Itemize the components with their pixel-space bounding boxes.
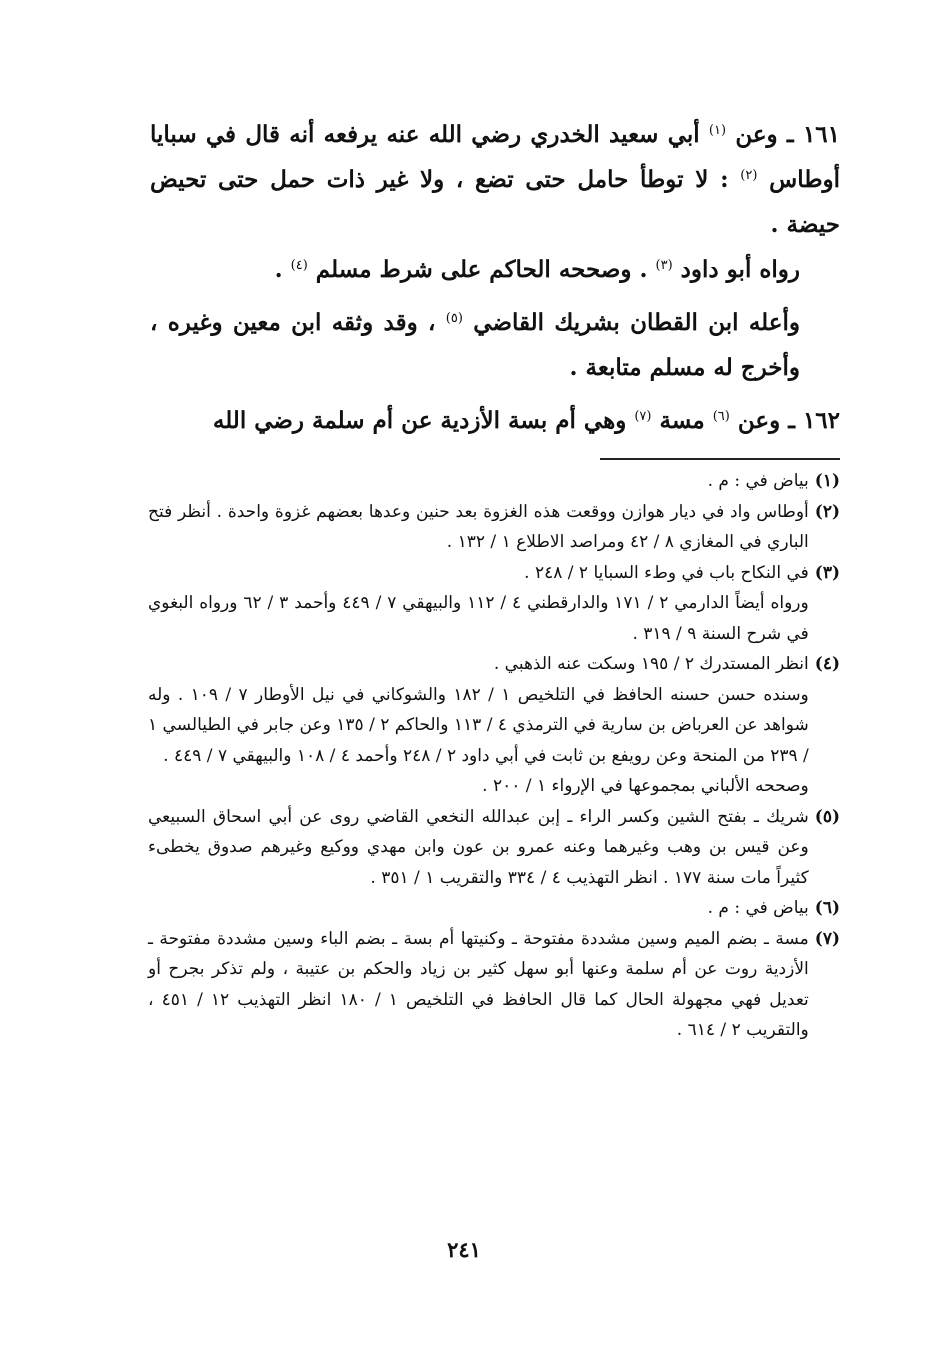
main-text xyxy=(150,112,840,443)
footnote-paragraph: بياض في : م . xyxy=(707,898,809,918)
footnotes xyxy=(148,466,840,1046)
page-number: ٢٤١ xyxy=(447,1237,481,1262)
hadith-162-text-a: مسة xyxy=(659,407,705,434)
footnote-number: (٥) xyxy=(814,806,840,827)
hadith-161-text-a: أبي سعيد الخدري رضي الله عنه يرفعه أنه قال في سبايا أوطاس xyxy=(150,121,841,193)
footnote xyxy=(148,893,840,924)
hadith-161-text-b: : لا توطأ حامل حتى تضع ، ولا غير ذات حمل حتى تحيض حيضة . xyxy=(150,166,840,238)
footnote-body xyxy=(148,649,809,802)
footnote-marker-1[interactable]: (١) xyxy=(708,123,727,138)
footnote xyxy=(148,924,840,1046)
footnote-number: (٣) xyxy=(814,562,840,583)
footnote-marker-6[interactable]: (٦) xyxy=(712,409,730,424)
footnote-marker-7[interactable]: (٧) xyxy=(634,409,652,424)
narration-text-c: . xyxy=(274,256,283,283)
footnote-number: (٤) xyxy=(814,654,840,674)
footnote-number: (٢) xyxy=(814,501,840,522)
footnote-paragraph: انظر المستدرك ٢ / ١٩٥ وسكت عنه الذهبي . xyxy=(493,654,809,674)
footnote-number: (١) xyxy=(814,471,840,491)
hadith-161-prefix: ١٦١ ـ وعن xyxy=(735,121,840,148)
hadith-162-prefix: ١٦٢ ـ وعن xyxy=(737,407,840,434)
footnote-marker-3[interactable]: (٣) xyxy=(655,258,673,273)
hadith-162-text-b: وهي أم بسة الأزدية عن أم سلمة رضي الله xyxy=(212,407,627,434)
narration-line xyxy=(150,247,840,292)
footnote-marker-4[interactable]: (٤) xyxy=(290,258,308,273)
hadith-161 xyxy=(150,112,840,247)
criticism-paragraph xyxy=(150,300,840,390)
footnote-body xyxy=(148,466,809,497)
footnote xyxy=(148,466,840,497)
footnote xyxy=(148,558,840,650)
narration-text-b: . وصححه الحاكم على شرط مسلم xyxy=(315,256,648,283)
footnote-body xyxy=(148,893,809,924)
criticism-text-b: ، وقد وثقه ابن معين وغيره ، وأخرج له مسلم متابعة . xyxy=(150,309,800,381)
footnote xyxy=(148,497,840,558)
footnote xyxy=(148,649,840,802)
footnote-paragraph: في النكاح باب في وطء السبايا ٢ / ٢٤٨ . xyxy=(524,562,809,583)
footnote-number: (٦) xyxy=(814,898,840,918)
footnote-paragraph: بياض في : م . xyxy=(707,471,809,491)
criticism-text-a: وأعله ابن القطان بشريك القاضي xyxy=(473,309,800,336)
footnote-body xyxy=(148,497,809,558)
footnote-paragraph: شريك ـ بفتح الشين وكسر الراء ـ إبن عبدالله النخعي القاضي روى عن أبي اسحاق السبيعي وعن قيس بن وهب وغيرهما وعنه عمرو بن عون وابن مهدي ووكيع وغيرهم صدوق يخطىء كثيراً مات سنة ١٧٧ . انظر التهذيب ٤ / ٣٣٤ والتقريب ١ / ٣٥١ . xyxy=(148,806,809,888)
footnote-paragraph: ورواه أيضاً الدارمي ٢ / ١٧١ والدارقطني ٤ / ١١٢ والبيهقي ٧ / ٤٤٩ وأحمد ٣ / ٦٢ ورواه البغوي في شرح السنة ٩ / ٣١٩ . xyxy=(148,593,809,644)
hadith-162 xyxy=(150,398,840,443)
footnote-paragraph: وسنده حسن حسنه الحافظ في التلخيص ١ / ١٨٢ والشوكاني في نيل الأوطار ٧ / ١٠٩ . وله شواهد عن العرباض بن سارية في الترمذي ٤ / ١١٣ والحاكم ٢ / ١٣٥ وعن جابر في الطيالسي ١ / ٢٣٩ من المنحة وعن رويفع بن ثابت في أبي داود ٢ / ٢٤٨ وأحمد ٤ / ١٠٨ والبيهقي ٧ / ٤٤٩ . xyxy=(148,684,809,766)
footnote-body xyxy=(148,924,809,1046)
footnote-marker-5[interactable]: (٥) xyxy=(445,311,463,326)
footnote-body xyxy=(148,558,809,650)
footnote-paragraph: وصححه الألباني بمجموعها في الإرواء ١ / ٢٠٠ . xyxy=(482,776,809,796)
footnote-divider xyxy=(600,458,840,460)
narration-text-a: رواه أبو داود xyxy=(680,256,800,283)
footnote xyxy=(148,802,840,894)
footnote-paragraph: مسة ـ بضم الميم وسين مشددة مفتوحة ـ وكنيتها أم بسة ـ بضم الباء وسين مشددة مفتوحة ـ الأزدية روت عن أم سلمة وعنها أبو سهل كثير بن زياد والحكم بن عتيبة ، ولم تذكر بجرح أو تعديل فهي مجهولة الحال كما قال الحافظ في التلخيص ١ / ١٨٠ انظر التهذيب ١٢ / ٤٥١ ، والتقريب ٢ / ٦١٤ . xyxy=(148,928,809,1040)
footnote-number: (٧) xyxy=(814,928,840,949)
footnote-paragraph: أوطاس واد في ديار هوازن ووقعت هذه الغزوة بعد حنين وعدها بعضهم غزوة واحدة . أنظر فتح الباري في المغازي ٨ / ٤٢ ومراصد الاطلاع ١ / ١٣٢ . xyxy=(148,501,809,552)
footnote-marker-2[interactable]: (٢) xyxy=(740,168,758,183)
footnote-body xyxy=(148,802,809,894)
